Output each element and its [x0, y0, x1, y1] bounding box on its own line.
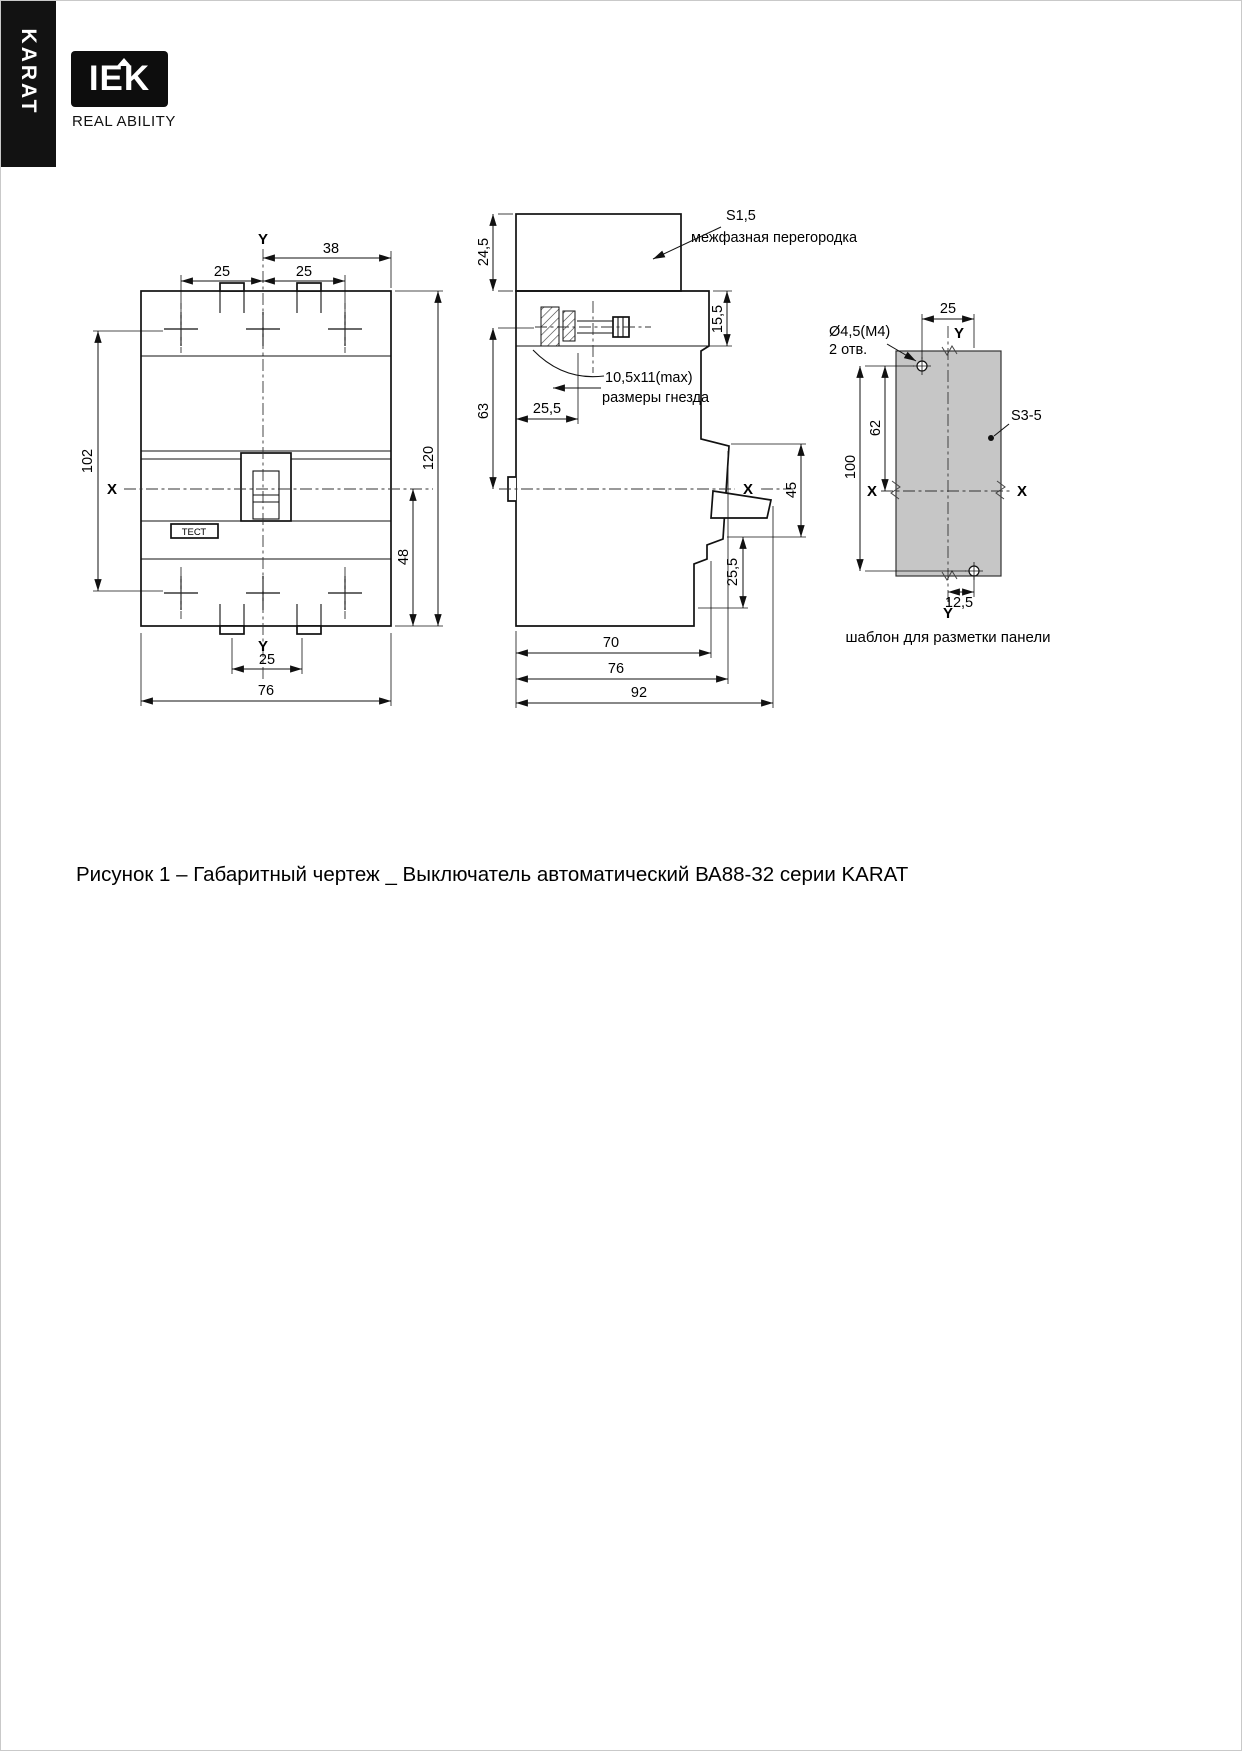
front-axis-y-bottom: Y: [257, 638, 269, 655]
side-terminal-detail: [533, 301, 651, 377]
figure-caption: Рисунок 1 – Габаритный чертеж _ Выключатель автоматический ВА88-32 серии KARAT: [76, 863, 909, 886]
dim-label: 24,5: [476, 237, 492, 267]
side-dim-24-5: [476, 214, 513, 291]
dim-label: 63: [476, 402, 492, 420]
test-button-label: ТЕСТ: [181, 527, 207, 538]
panel-template-drawing: [829, 301, 1051, 646]
socket-caption-label: размеры гнезда: [602, 390, 710, 406]
dim-label: 62: [868, 419, 884, 437]
dim-label: 92: [630, 685, 648, 701]
front-dim-48: [396, 489, 413, 626]
front-dim-120: [395, 291, 443, 626]
template-axis-y-top: Y: [954, 325, 965, 342]
dim-label: 15,5: [710, 304, 726, 334]
test-button: [171, 524, 218, 538]
template-axis-x-right: X: [1016, 483, 1028, 500]
dim-label: 25,5: [532, 401, 562, 417]
dim-label: 25: [258, 652, 276, 668]
dim-label: 25,5: [725, 557, 741, 587]
iek-logo-text: IEK: [88, 59, 151, 98]
dim-label: 25: [213, 264, 231, 280]
front-axis-y-top: Y: [257, 231, 269, 248]
template-caption: шаблон для разметки панели: [845, 629, 1051, 646]
side-dim-63: [476, 328, 534, 489]
dim-label: 25: [295, 264, 313, 280]
dim-label: 25: [939, 301, 957, 317]
side-dim-25-5-right: [698, 537, 748, 608]
side-centerline-x: [499, 481, 793, 498]
template-dim-12-5: [945, 577, 974, 611]
dim-label: 100: [843, 454, 859, 480]
partition-thickness-label: S1,5: [726, 208, 756, 224]
side-dim-45: [727, 444, 806, 537]
side-dim-70: [516, 561, 711, 708]
front-dim-102: [80, 331, 163, 591]
side-dim-76: [516, 451, 728, 684]
template-axis-y-bottom: Y: [942, 605, 954, 622]
side-note-partition: [653, 208, 858, 259]
side-view-drawing: [476, 208, 858, 708]
dim-label: 38: [322, 241, 340, 257]
dim-label: 12,5: [944, 595, 974, 611]
panel-thickness-label: S3-5: [1011, 408, 1042, 424]
front-view-drawing: [80, 231, 443, 706]
hole-diameter-label: Ø4,5(M4): [829, 324, 891, 340]
partition-label: межфазная перегородка: [691, 230, 858, 246]
dim-label: 102: [80, 448, 96, 474]
dim-label: 48: [396, 548, 412, 566]
template-axis-x-left: X: [866, 483, 878, 500]
dim-label: 120: [421, 445, 437, 471]
karat-vertical-label: KARAT: [17, 28, 40, 116]
front-axis-x: X: [106, 481, 118, 498]
front-handle: [241, 453, 291, 521]
socket-size-label: 10,5x11(max): [605, 370, 693, 386]
hole-count-label: 2 отв.: [829, 342, 868, 358]
side-handle-lever: [711, 491, 771, 518]
dim-label: 76: [607, 661, 625, 677]
side-axis-x: X: [742, 481, 754, 498]
dim-label: 70: [602, 635, 620, 651]
dim-label: 45: [784, 481, 800, 499]
logo-tagline: REAL ABILITY: [72, 113, 176, 130]
dimensional-drawing: [1, 1, 1242, 781]
dim-label: 76: [257, 683, 275, 699]
side-dim-92: [516, 506, 773, 708]
